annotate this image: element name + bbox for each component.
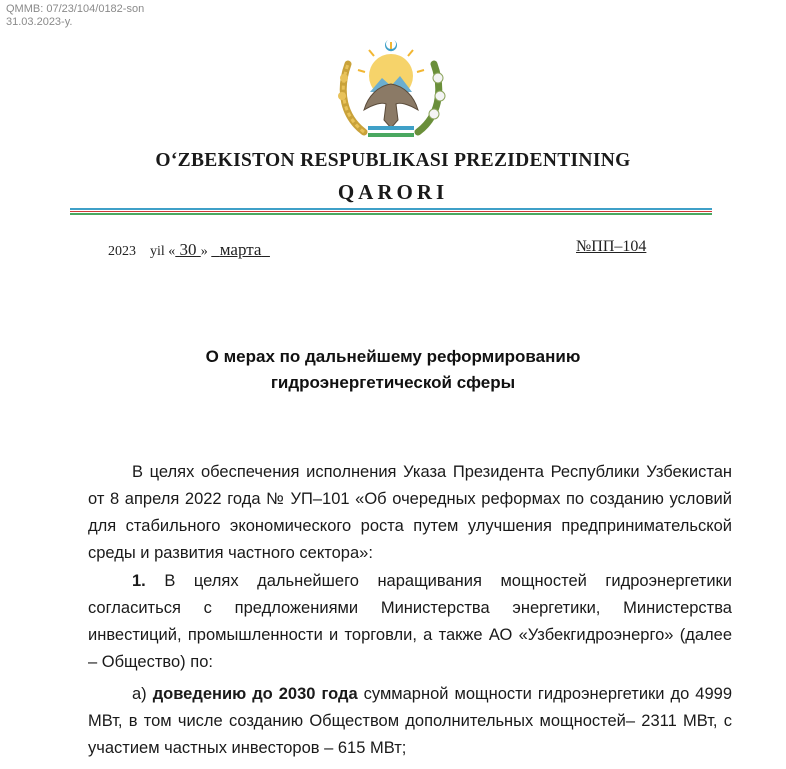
- subitem-bold: доведению до 2030 года: [152, 685, 358, 703]
- subitem-text: суммарной мощности гидроэнергетики до 4999 МВт, в том числе созданию Обществом дополнительных мощностей– 2311 МВт, с участием частных инвесторов – 615 МВт;: [88, 685, 733, 757]
- header-title: O‘ZBEKISTON RESPUBLIKASI PREZIDENTINING: [155, 150, 631, 171]
- decree-number: №ПП–104: [576, 238, 647, 255]
- date-month: марта: [219, 240, 262, 259]
- registry-number: QMMB: 07/23/104/0182-son: [6, 3, 145, 15]
- paragraph-preamble: В целях обеспечения исполнения Указа Президента Республики Узбекистан от 8 апреля 2022 года № УП–101 «Об очередных реформах по созданию условий для стабильного экономического роста путем улучшения предпринимательской среды и развития частного сектора»:: [88, 463, 732, 562]
- flag-rule-blue: [70, 208, 712, 210]
- date-yil: yil: [150, 244, 165, 259]
- date-year: 2023: [108, 244, 136, 259]
- document-title: [0, 344, 786, 396]
- item-text: В целях дальнейшего наращивания мощностей гидроэнергетики согласиться с предложениями Министерства энергетики, Министерства инвестиций, промышленности и торговли, а также АО «Узбекгидроэнерго» (далее – Общество) по:: [88, 572, 732, 671]
- decree-date: [108, 240, 270, 260]
- paragraph-item-1: [88, 568, 732, 676]
- date-day: 30: [179, 240, 197, 259]
- state-emblem-icon: [334, 32, 448, 144]
- item-number: 1.: [132, 572, 146, 590]
- subitem-label: а): [132, 685, 153, 703]
- flag-rule-green: [70, 213, 712, 215]
- title-line-2: гидроэнергетической сферы: [270, 373, 516, 392]
- registry-stamp: [6, 3, 144, 29]
- header-subtitle: QARORI: [337, 180, 449, 204]
- registry-date: 31.03.2023-y.: [6, 16, 73, 28]
- flag-rule-red: [70, 211, 712, 212]
- date-open-quote: «: [168, 244, 176, 259]
- date-close-quote: »: [200, 244, 208, 259]
- paragraph-subitem-a: [88, 681, 732, 762]
- title-line-1: О мерах по дальнейшему реформированию: [205, 347, 581, 366]
